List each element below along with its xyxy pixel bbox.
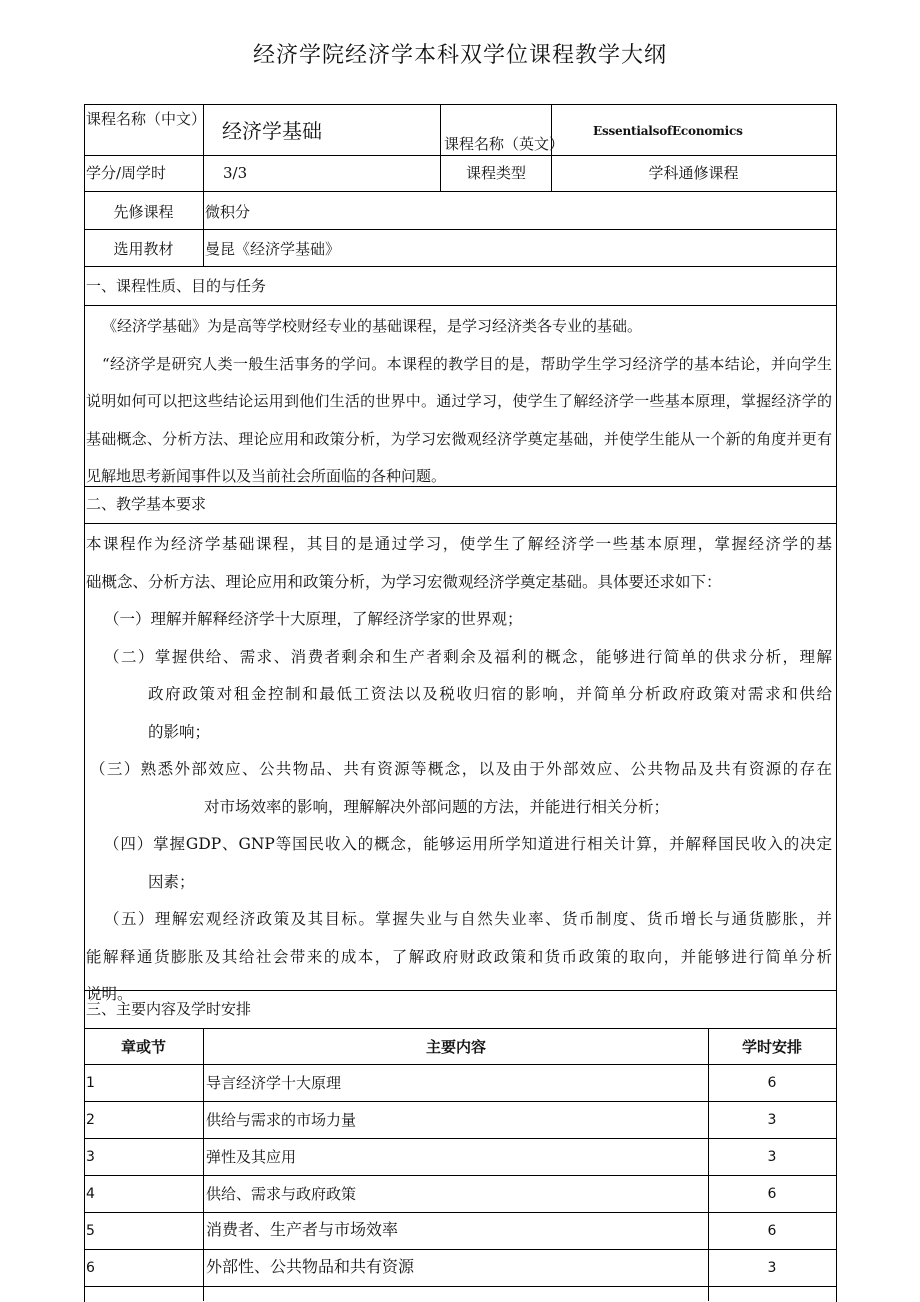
paragraph-line: 说明。 (86, 985, 133, 1003)
divider (84, 191, 836, 192)
chapter-hours: 6 (767, 1075, 777, 1091)
chapter-number: 6 (86, 1260, 95, 1276)
credit-value: 3/3 (223, 164, 248, 182)
divider (203, 104, 204, 266)
credit-label: 学分/周学时 (86, 164, 167, 182)
divider (84, 1101, 836, 1102)
prereq-value: 微积分 (205, 203, 251, 221)
course-type-value: 学科通修课程 (648, 164, 739, 182)
chapter-hours: 6 (767, 1186, 777, 1202)
section-heading: 一、课程性质、目的与任务 (86, 277, 267, 295)
chapter-hours: 3 (767, 1149, 777, 1165)
paragraph-line: （三）熟悉外部效应、公共物品、共有资源等概念，以及由于外部效应、公共物品及共有资源的存在 (90, 760, 832, 778)
divider (84, 1138, 836, 1139)
divider (84, 1064, 836, 1065)
paragraph-line: “经济学是研究人类一般生活事务的学问。本课程的教学目的是，帮助学生学习经济学的基本结论，并向学生 (102, 354, 832, 373)
divider (84, 155, 836, 156)
prereq-label: 先修课程 (113, 203, 174, 221)
divider (84, 1212, 836, 1213)
paragraph-line: 基础概念、分析方法、理论应用和政策分析，为学习宏微观经济学奠定基础，并使学生能从一个新的角度并更有 (86, 429, 832, 448)
divider (84, 1249, 836, 1250)
section-heading: 三、主要内容及学时安排 (86, 1000, 252, 1018)
paragraph-line: 见解地思考新闻事件以及当前社会所面临的各种问题。 (86, 467, 447, 485)
paragraph-line: 的影响； (148, 722, 211, 741)
chapter-content: 供给与需求的市场力量 (206, 1111, 357, 1129)
paragraph-line: 对市场效率的影响，理解解决外部问题的方法，并能进行相关分析； (204, 797, 670, 816)
course-type-label: 课程类型 (465, 164, 526, 182)
chapter-number: 4 (86, 1186, 95, 1202)
chapter-hours: 3 (767, 1260, 777, 1276)
page-title: 经济学院经济学本科双学位课程教学大纲 (252, 43, 667, 68)
chapter-content: 消费者、生产者与市场效率 (206, 1220, 399, 1239)
paragraph-line: （四）掌握GDP、GNP等国民收入的概念，能够运用所学知道进行相关计算，并解释国民收入的决定 (104, 835, 832, 853)
divider (84, 266, 836, 267)
divider (84, 523, 836, 524)
course-name-en-value: EssentialsofEconomics (593, 124, 743, 138)
section-body (86, 308, 832, 496)
paragraph-line: 政府政策对租金控制和最低工资法以及税收归宿的影响，并简单分析政府政策对需求和供给 (148, 685, 832, 703)
chapter-hours: 6 (767, 1223, 777, 1239)
paragraph-line: 础概念、分析方法、理论应用和政策分析，为学习宏微观经济学奠定基础。具体要还求如下： (86, 572, 722, 591)
divider (84, 305, 836, 306)
divider (84, 1175, 836, 1176)
column-header: 章或节 (120, 1038, 166, 1056)
section-body (86, 526, 832, 1014)
divider (84, 229, 836, 230)
textbook-label: 选用教材 (113, 240, 174, 258)
chapter-hours: 3 (767, 1112, 777, 1128)
chapter-content: 弹性及其应用 (206, 1148, 297, 1166)
divider (203, 1028, 204, 1301)
divider (84, 1286, 836, 1287)
paragraph-line: （一）理解并解释经济学十大原理，了解经济学家的世界观； (104, 610, 523, 628)
course-name-cn-label: 课程名称（中文） (86, 110, 207, 128)
column-header: 主要内容 (425, 1038, 486, 1056)
paragraph-line: 因素； (148, 872, 195, 891)
chapter-number: 3 (86, 1149, 95, 1165)
column-header: 学时安排 (741, 1038, 802, 1056)
chapter-number: 1 (86, 1075, 95, 1091)
paragraph-line: （二）掌握供给、需求、消费者剩余和生产者剩余及福利的概念，能够进行简单的供求分析，理解 (104, 647, 832, 666)
section-heading: 二、教学基本要求 (86, 495, 207, 513)
paragraph-line: 《经济学基础》为是高等学校财经专业的基础课程，是学习经济类各专业的基础。 (102, 317, 643, 335)
chapter-number: 2 (86, 1112, 95, 1128)
textbook-value: 曼昆《经济学基础》 (205, 240, 341, 258)
paragraph-line: （五）理解宏观经济政策及其目标。掌握失业与自然失业率、货币制度、货币增长与通货膨胀，并 (104, 910, 832, 928)
chapter-content: 外部性、公共物品和共有资源 (206, 1257, 415, 1276)
chapter-content: 供给、需求与政府政策 (206, 1185, 357, 1203)
course-name-en-label: 课程名称（英文） (444, 135, 565, 153)
course-name-cn-value: 经济学基础 (222, 119, 322, 143)
paragraph-line: 能解释通货膨胀及其给社会带来的成本，了解政府财政政策和货币政策的取向，并能够进行简单分析 (86, 947, 832, 966)
chapter-content: 导言经济学十大原理 (206, 1074, 342, 1092)
paragraph-line: 说明如何可以把这些结论运用到他们生活的世界中。通过学习，使学生了解经济学一些基本原理，掌握经济学的 (86, 392, 832, 410)
divider (84, 1028, 836, 1029)
chapter-number: 5 (86, 1223, 95, 1239)
paragraph-line: 本课程作为经济学基础课程，其目的是通过学习，使学生了解经济学一些基本原理，掌握经济学的基 (86, 535, 832, 553)
